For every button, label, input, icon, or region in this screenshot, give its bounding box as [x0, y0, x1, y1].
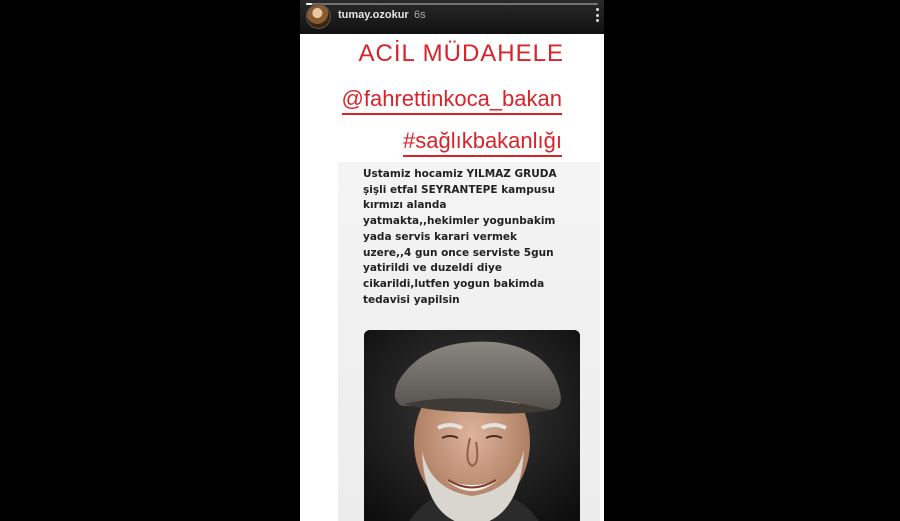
more-options-icon[interactable] — [594, 8, 600, 22]
story-header — [300, 0, 604, 34]
post-text-line: Ustamiz hocamiz YILMAZ GRUDA — [363, 168, 557, 180]
post-text-line: tedavisi yapilsin — [363, 293, 460, 306]
overlay-mention[interactable]: @fahrettinkoca_bakan — [342, 86, 562, 115]
shared-post-card[interactable] — [338, 162, 600, 521]
overlay-text-acil: ACİL MÜDAHELE — [358, 40, 564, 67]
post-text-line: kırmızı alanda — [363, 199, 447, 212]
overlay-hashtag[interactable]: #sağlıkbakanlığı — [403, 128, 562, 157]
story-viewer[interactable] — [300, 0, 604, 521]
portrait-illustration — [364, 330, 580, 521]
post-text-line: uzere,,4 gun once serviste 5gun — [363, 246, 554, 259]
post-text-line: cikarildi,lutfen yogun bakimda — [363, 277, 545, 290]
story-progress-bar — [306, 3, 598, 5]
avatar[interactable] — [306, 4, 331, 29]
post-text-line: yatirildi ve duzeldi diye — [363, 262, 502, 275]
username[interactable]: tumay.ozokur — [338, 9, 409, 21]
portrait-photo — [364, 330, 580, 521]
post-text-line: yada servis karari vermek — [363, 230, 518, 243]
post-text — [363, 167, 593, 308]
story-progress-fill — [306, 3, 312, 5]
timestamp: 6s — [414, 9, 426, 21]
post-text-line: yatmakta,,hekimler yogunbakim — [363, 215, 556, 228]
post-text-line: şişli etfal SEYRANTEPE kampusu — [363, 183, 555, 196]
